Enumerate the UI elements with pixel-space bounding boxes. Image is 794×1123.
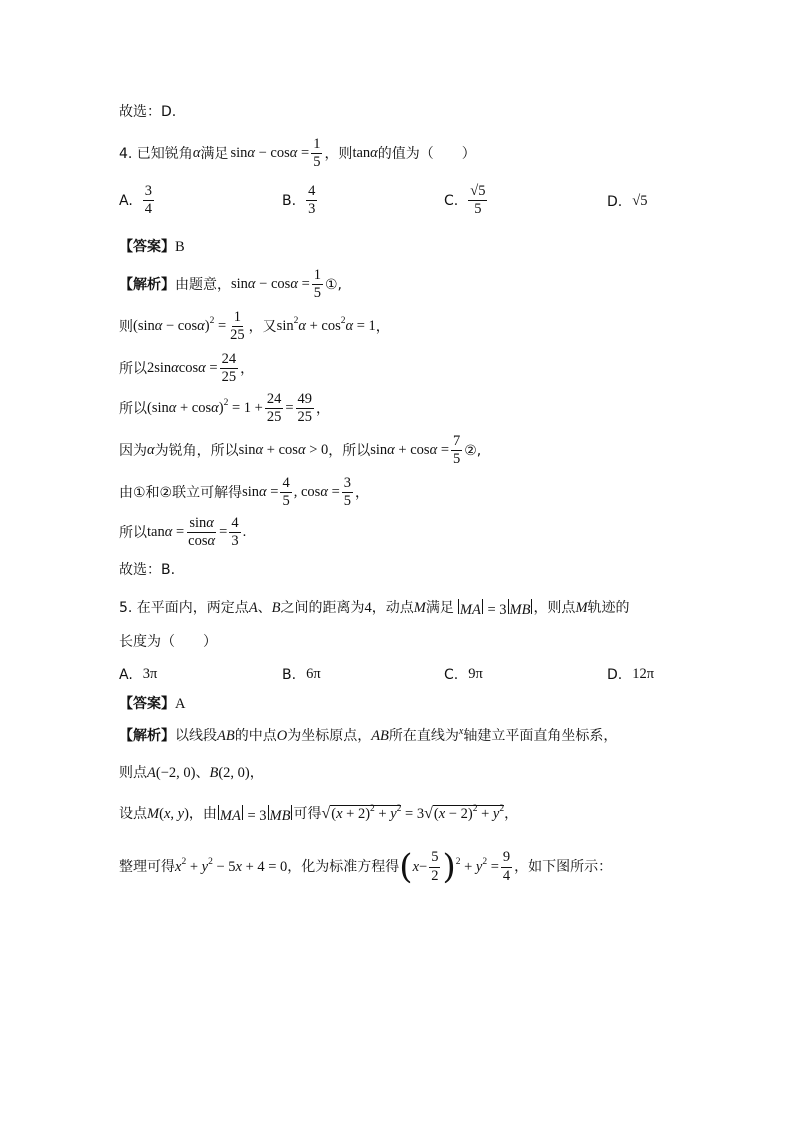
q5-analysis-2: 则点 A(−2, 0) 、 B(2, 0) ， (119, 765, 264, 782)
q3-conclusion: 故选：D. (119, 104, 177, 120)
q4-analysis-6: 由①和②联立可解得 sinα = $\frac{4}{5}$ , cosα = $\frac{3}{5}$ ， (119, 475, 369, 510)
q4-option-d[interactable]: D. √5 (607, 193, 648, 210)
q5-option-c[interactable]: C. 9π (444, 666, 483, 683)
q4-analysis-1: 【解析】 由题意， sinα − cosα = $\frac{1}{5}$ ①, (119, 267, 343, 302)
q4-option-a[interactable]: A. $\frac{3}{4}$ (119, 183, 153, 218)
q5-analysis-4: 整理可得 $x^2 + y^2 - 5x + 4 = 0$ ，化为标准方程得 ( x − $\frac{5}{2}$ ) $^2 + y^2$ = $\frac{9}{4}$ ，如下图所示： (119, 847, 613, 887)
q4-option-b[interactable]: B. $\frac{4}{3}$ (282, 183, 316, 218)
q5-answer: 【答案】 A (119, 696, 186, 713)
q4-analysis-4: 所以 $(\sin\alpha + \cos\alpha)^2 = 1$ + $\frac{24}{25}$ = $\frac{49}{25}$ ， (119, 391, 331, 426)
q4-analysis-7: 所以 tanα = $\frac{\sin\alpha}{\cos\alpha}$ = $\frac{4}{3}$ . (119, 515, 247, 550)
q5-stem-line2: 长度为（ ） (119, 634, 217, 650)
q5-analysis-1: 【解析】 以线段 AB 的中点 O 为坐标原点， AB 所在直线为 x 轴建立平面直角坐标系， (119, 726, 618, 745)
q4-analysis-2: 则 $(\sin\alpha - \cos\alpha)^2$ = $\frac{1}{25}$ ，又 $\sin^2\alpha + \cos^2\alpha = 1$ ， (119, 309, 390, 344)
q5-stem-line1: 5. 在平面内，两定点 A 、 B 之间的距离为 4 ，动点 M 满足 MA = 3 MB ，则点 M 轨迹的 (119, 600, 630, 618)
q5-analysis-3: 设点 M(x, y) ，由 MA = 3 MB 可得 $√(x + 2)^2 + y^2 = 3√(x - 2)^2 + y^2$ ， (119, 804, 519, 824)
q4-option-c[interactable]: C. $\frac{√5}{5}$ (444, 183, 486, 218)
q4-stem: 4. 已知锐角 α 满足 sinα − cosα = $\frac{1}{5}$ ，则 tanα 的值为（ ） (119, 136, 476, 171)
q5-option-a[interactable]: A. 3π (119, 666, 158, 683)
q4-analysis-3: 所以 2sinαcosα = $\frac{24}{25}$ ， (119, 351, 255, 386)
q4-conclusion: 故选：B. (119, 562, 176, 578)
q4-analysis-5: 因为 α 为锐角，所以 sinα + cosα > 0 ，所以 sinα + cosα = $\frac{7}{5}$ ②, (119, 433, 482, 468)
q5-option-d[interactable]: D. 12π (607, 666, 655, 683)
q4-answer: 【答案】 B (119, 239, 185, 256)
q5-option-b[interactable]: B. 6π (282, 666, 321, 683)
